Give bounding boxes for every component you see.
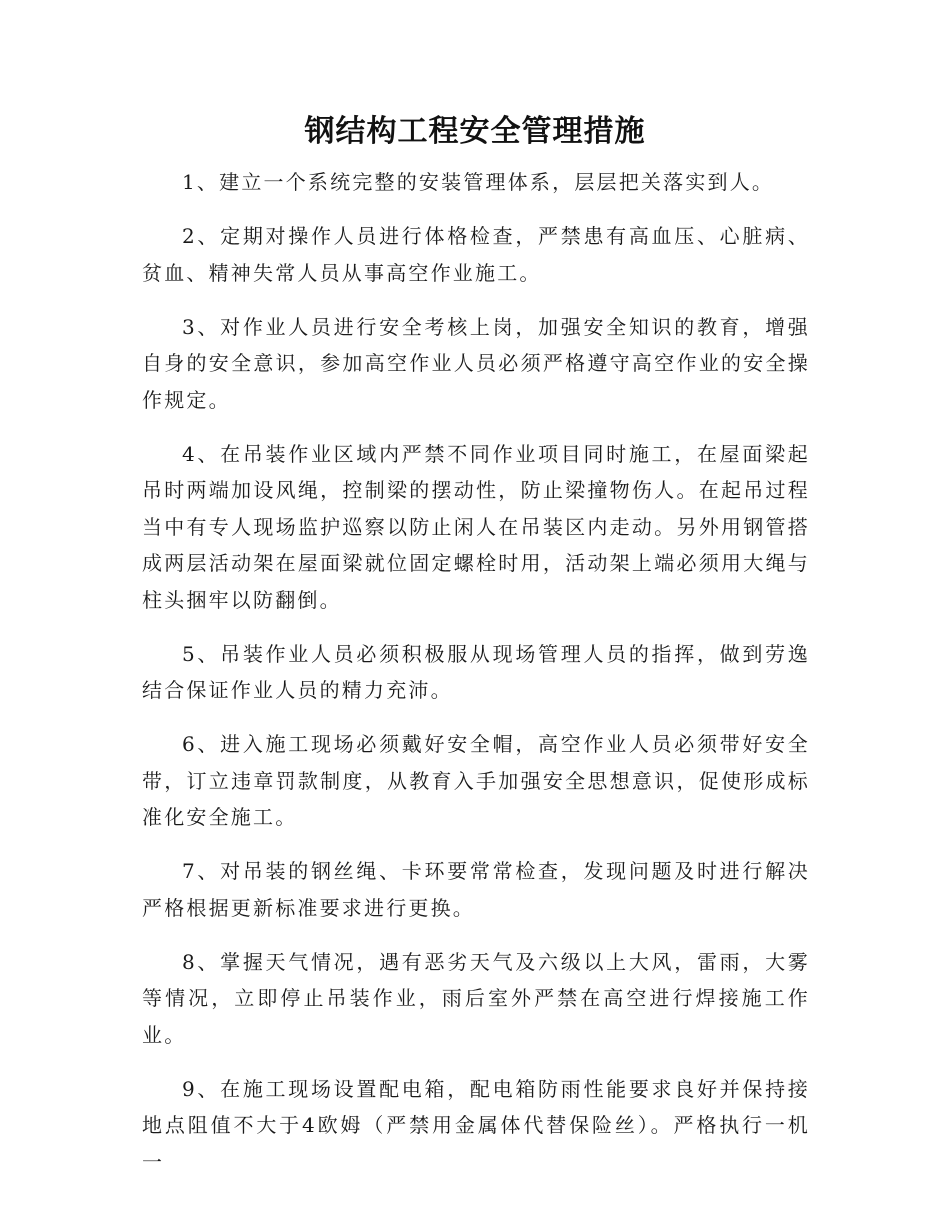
paragraph-3: 3、对作业人员进行安全考核上岗，加强安全知识的教育，增强自身的安全意识，参加高空作业人员必须严格遵守高空作业的安全操作规定。 <box>142 314 810 412</box>
paragraph-6: 6、进入施工现场必须戴好安全帽，高空作业人员必须带好安全带，订立违章罚款制度，从教育入手加强安全思想意识，促使形成标准化安全施工。 <box>142 732 810 829</box>
paragraph-1: 1、建立一个系统完整的安装管理体系，层层把关落实到人。 <box>182 170 775 194</box>
paragraph-5: 5、吊装作业人员必须积极服从现场管理人员的指挥，做到劳逸结合保证作业人员的精力充沛。 <box>142 641 810 702</box>
document-title: 钢结构工程安全管理措施 <box>304 114 646 149</box>
document-body <box>142 164 810 1198</box>
paragraph-7: 7、对吊装的钢丝绳、卡环要常常检查，发现问题及时进行解决严格根据更新标准要求进行更换。 <box>142 859 810 920</box>
paragraph-2: 2、定期对操作人员进行体格检查，严禁患有高血压、心脏病、贫血、精神失常人员从事高空作业施工。 <box>142 224 810 285</box>
paragraph-9: 9、在施工现场设置配电箱，配电箱防雨性能要求良好并保持接地点阻值不大于4欧姆（严禁用金属体代替保险丝）。严格执行一机一 <box>142 1076 810 1174</box>
paragraph-4: 4、在吊装作业区域内严禁不同作业项目同时施工，在屋面梁起吊时两端加设风绳，控制梁的摆动性，防止梁撞物伤人。在起吊过程当中有专人现场监护巡察以防止闲人在吊装区内走动。另外用钢管搭成两层活动架在屋面梁就位固定螺栓时用，活动架上端必须用大绳与柱头捆牢以防翻倒。 <box>142 441 810 612</box>
paragraph-8: 8、掌握天气情况，遇有恶劣天气及六级以上大风，雷雨，大雾等情况，立即停止吊装作业，雨后室外严禁在高空进行焊接施工作业。 <box>142 949 810 1047</box>
